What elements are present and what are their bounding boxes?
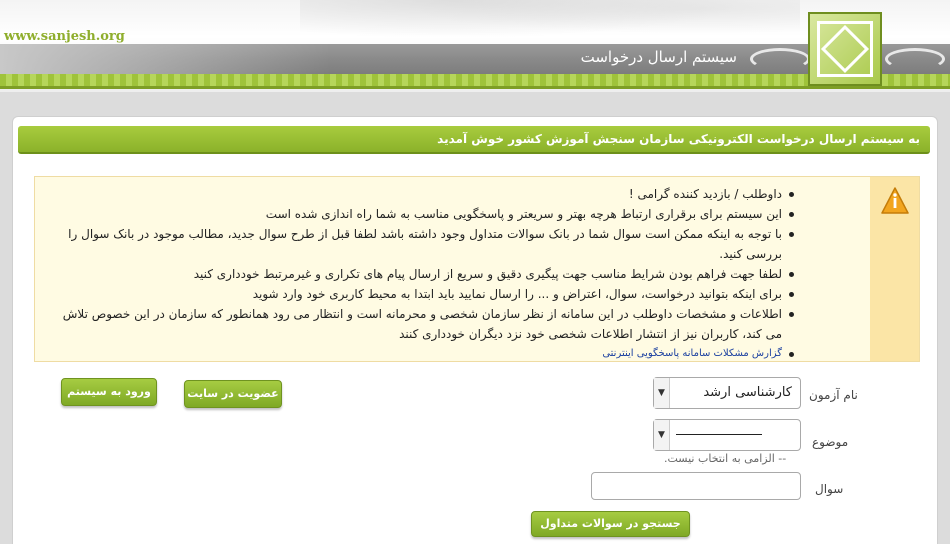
notice-item: اطلاعات و مشخصات داوطلب در این سامانه از نظر سازمان شخصی و محرمانه است و انتظار می رود همانطور که سازمان در این خصوص تلاش می کند، کاربران نیز از انتشار اطلاعات شخصی خود نزد دیگران خودداری کنند [44, 304, 796, 344]
subject-error-text: -- الزامی به انتخاب نیست. [664, 452, 787, 465]
welcome-text: به سیستم ارسال درخواست الکترونیکی سازمان سنجش آموزش کشور خوش آمدید [437, 132, 920, 146]
header-decoration [300, 0, 800, 44]
system-title: سیستم ارسال درخواست [580, 48, 737, 66]
ornament-icon [885, 48, 945, 70]
exam-label: نام آزمون [809, 388, 858, 402]
exam-select-value: کارشناسی ارشد [703, 385, 792, 400]
chevron-down-icon[interactable]: ▼ [654, 378, 670, 408]
notice-item: این سیستم برای برقراری ارتباط هرچه بهتر و سریعتر و پاسخگویی مناسب به شما راه اندازی شده است [44, 204, 796, 224]
ornament-icon [750, 48, 810, 70]
notice-item: با توجه به اینکه ممکن است سوال شما در بانک سوالات متداول وجود داشته باشد لطفا قبل از طرح سوال جدید، مطالب موجود در بانک سوال را بررسی کنید. [44, 224, 796, 264]
question-label: سوال [815, 482, 844, 496]
report-link[interactable]: گزارش مشکلات سامانه پاسخگویی اینترنتی [602, 348, 782, 359]
warning-icon [880, 186, 910, 216]
exam-select[interactable] [653, 377, 801, 409]
subject-label: موضوع [812, 435, 849, 449]
header [0, 0, 950, 92]
site-url[interactable]: www.sanjesh.org [4, 29, 125, 44]
login-button[interactable]: ورود به سیستم [61, 378, 157, 406]
sanjesh-logo-icon[interactable] [808, 12, 882, 86]
chevron-down-icon[interactable]: ▼ [654, 420, 670, 450]
notice-list [44, 184, 796, 364]
notice-item: برای اینکه بتوانید درخواست، سوال، اعتراض و ... را ارسال نمایید باید ابتدا به محیط کاربری خود وارد شوید [44, 284, 796, 304]
subject-select[interactable] [653, 419, 801, 451]
notice-item: لطفا جهت فراهم بودن شرایط مناسب جهت پیگیری دقیق و سریع از ارسال پیام های تکراری و غیرمرتبط خودداری کنید [44, 264, 796, 284]
report-link-item [44, 344, 796, 364]
subject-placeholder-line [676, 434, 762, 435]
search-faq-button[interactable]: جستجو در سوالات متداول [531, 511, 690, 537]
notice-item: داوطلب / بازدید کننده گرامی ! [44, 184, 796, 204]
join-button[interactable]: عضویت در سایت [184, 380, 282, 408]
question-input[interactable] [591, 472, 801, 500]
